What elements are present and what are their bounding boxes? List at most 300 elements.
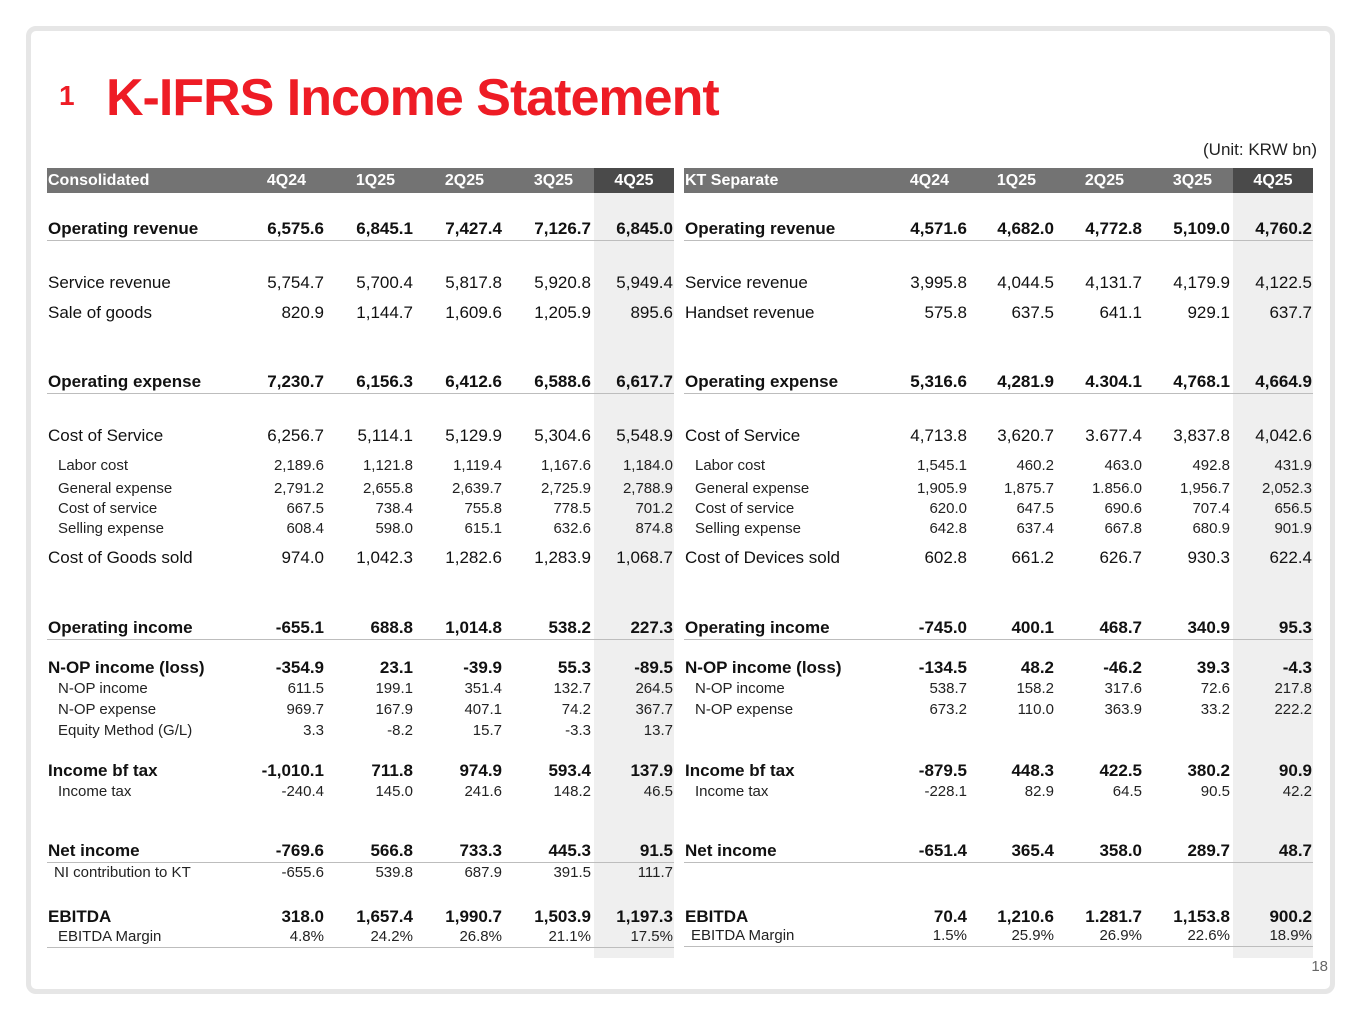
- column-header-2q25: 2Q25: [1084, 172, 1124, 189]
- cell-1q25: 4,044.5: [997, 273, 1054, 292]
- table-row: [684, 907, 1313, 928]
- table-row: [47, 219, 674, 241]
- row-label: Net income: [48, 841, 140, 860]
- cell-4q24: 5,754.7: [267, 273, 324, 292]
- cell-3q25: 538.2: [548, 618, 591, 637]
- row-label: EBITDA: [48, 907, 112, 926]
- kt-separate-table: [684, 168, 1313, 958]
- cell-4q25: 91.5: [639, 841, 673, 860]
- cell-4q24: 6,256.7: [267, 426, 324, 445]
- cell-4q25: 901.9: [1274, 520, 1312, 537]
- table-row: [684, 841, 1313, 863]
- cell-3q25: 5,109.0: [1173, 219, 1230, 238]
- cell-4q24: 7,230.7: [267, 372, 324, 391]
- cell-3q25: 778.5: [553, 500, 591, 517]
- cell-2q25: 641.1: [1099, 303, 1142, 322]
- cell-4q24: 642.8: [929, 520, 967, 537]
- cell-4q24: 974.0: [281, 548, 324, 567]
- cell-3q25: 391.5: [553, 864, 591, 881]
- cell-1q25: 2,655.8: [362, 480, 413, 497]
- cell-2q25: 733.3: [459, 841, 502, 860]
- cell-4q24: 673.2: [929, 701, 967, 718]
- table-row: [47, 907, 674, 928]
- table-row: [47, 548, 674, 569]
- cell-4q24: 667.5: [286, 500, 324, 517]
- cell-1q25: 711.8: [371, 761, 413, 780]
- cell-3q25: 492.8: [1192, 457, 1230, 474]
- table-row: [684, 480, 1313, 499]
- cell-4q24: 2,189.6: [273, 457, 324, 474]
- cell-1q25: 158.2: [1016, 680, 1054, 697]
- row-label: Cost of Goods sold: [48, 548, 193, 567]
- cell-4q25: 4,122.5: [1255, 273, 1312, 292]
- cell-4q24: 6,575.6: [267, 219, 324, 238]
- cell-2q25: 407.1: [464, 701, 502, 718]
- column-header-4q25: 4Q25: [594, 168, 674, 193]
- cell-4q24: 969.7: [286, 701, 324, 718]
- cell-3q25: 74.2: [561, 701, 591, 718]
- section-number: 1: [59, 80, 75, 111]
- cell-3q25: 929.1: [1187, 303, 1230, 322]
- row-label: Operating income: [685, 618, 830, 637]
- cell-3q25: 21.1%: [548, 928, 591, 945]
- table-row: [47, 680, 674, 699]
- table-row: [684, 219, 1313, 241]
- cell-2q25: 358.0: [1099, 841, 1142, 860]
- table-row: [47, 658, 674, 679]
- cell-4q25: 431.9: [1274, 457, 1312, 474]
- table-row: [684, 303, 1313, 324]
- cell-2q25: 468.7: [1099, 618, 1142, 637]
- cell-4q24: 602.8: [924, 548, 967, 567]
- cell-1q25: 82.9: [1024, 783, 1054, 800]
- cell-4q25: 5,949.4: [616, 273, 673, 292]
- cell-4q24: -228.1: [924, 783, 967, 800]
- cell-4q25: 13.7: [643, 722, 673, 739]
- cell-4q25: 4,042.6: [1255, 426, 1312, 445]
- cell-4q25: 42.2: [1282, 783, 1312, 800]
- cell-3q25: -3.3: [565, 722, 591, 739]
- column-header-3q25: 3Q25: [533, 172, 573, 189]
- cell-3q25: 632.6: [553, 520, 591, 537]
- cell-4q25: 227.3: [630, 618, 673, 637]
- cell-1q25: 1,042.3: [356, 548, 413, 567]
- cell-4q24: -240.4: [281, 783, 324, 800]
- cell-1q25: 5,114.1: [357, 426, 413, 445]
- cell-4q24: -769.6: [275, 841, 324, 860]
- cell-3q25: 33.2: [1200, 701, 1230, 718]
- cell-4q24: 3.3: [303, 722, 324, 739]
- cell-3q25: 132.7: [553, 680, 591, 697]
- cell-2q25: 463.0: [1104, 457, 1142, 474]
- table-header: [684, 168, 1313, 193]
- cell-2q25: 1.856.0: [1091, 480, 1142, 497]
- cell-1q25: 4,281.9: [997, 372, 1054, 391]
- cell-4q25: 895.6: [630, 303, 673, 322]
- row-label: Income tax: [58, 783, 132, 800]
- cell-4q25: 137.9: [630, 761, 673, 780]
- cell-3q25: 680.9: [1192, 520, 1230, 537]
- row-label: N-OP income: [695, 680, 785, 697]
- row-label: EBITDA Margin: [58, 928, 162, 945]
- cell-4q24: 3,995.8: [910, 273, 967, 292]
- cell-4q25: 2,788.9: [622, 480, 673, 497]
- table-row: [684, 680, 1313, 699]
- cell-1q25: 400.1: [1011, 618, 1054, 637]
- cell-2q25: 1,119.4: [453, 457, 502, 474]
- row-label: Income bf tax: [48, 761, 158, 780]
- cell-1q25: 539.8: [375, 864, 413, 881]
- column-header-4q24: 4Q24: [909, 172, 949, 189]
- cell-1q25: 661.2: [1011, 548, 1054, 567]
- table-row: [684, 426, 1313, 447]
- table-row: [47, 864, 674, 883]
- cell-1q25: 24.2%: [370, 928, 413, 945]
- cell-4q24: -134.5: [918, 658, 967, 677]
- table-row: [47, 273, 674, 294]
- cell-1q25: 4,682.0: [997, 219, 1054, 238]
- table-row: [47, 783, 674, 802]
- cell-4q25: -89.5: [634, 658, 673, 677]
- row-label: Cost of service: [695, 500, 795, 517]
- table-row: [684, 761, 1313, 782]
- row-label: N-OP income (loss): [685, 658, 842, 677]
- cell-3q25: 5,304.6: [534, 426, 591, 445]
- cell-1q25: -8.2: [387, 722, 413, 739]
- cell-4q25: 1,197.3: [616, 907, 673, 926]
- cell-1q25: 23.1: [379, 658, 413, 677]
- row-label: Net income: [685, 841, 777, 860]
- cell-2q25: 351.4: [464, 680, 502, 697]
- row-label: Labor cost: [58, 457, 129, 474]
- cell-4q25: 900.2: [1269, 907, 1312, 926]
- cell-4q25: 1,068.7: [616, 548, 673, 567]
- cell-2q25: 1,282.6: [445, 548, 502, 567]
- cell-1q25: 25.9%: [1011, 927, 1054, 944]
- table-row: [684, 701, 1313, 720]
- cell-2q25: 4,772.8: [1085, 219, 1142, 238]
- cell-2q25: 4.304.1: [1085, 372, 1142, 391]
- column-header-1q25: 1Q25: [996, 172, 1036, 189]
- cell-3q25: 55.3: [557, 658, 591, 677]
- cell-2q25: 6,412.6: [445, 372, 502, 391]
- row-label: Income tax: [695, 783, 769, 800]
- cell-2q25: 64.5: [1112, 783, 1142, 800]
- cell-4q24: 5,316.6: [910, 372, 967, 391]
- cell-3q25: 380.2: [1187, 761, 1230, 780]
- row-label: Selling expense: [695, 520, 801, 537]
- cell-4q24: 620.0: [929, 500, 967, 517]
- cell-3q25: 22.6%: [1187, 927, 1230, 944]
- column-header-4q25: 4Q25: [1233, 168, 1313, 193]
- cell-1q25: 3,620.7: [997, 426, 1054, 445]
- cell-4q25: 46.5: [643, 783, 673, 800]
- cell-1q25: 1,121.8: [362, 457, 413, 474]
- row-label: Cost of Devices sold: [685, 548, 840, 567]
- table-row: [47, 520, 674, 539]
- row-label: N-OP income: [58, 680, 148, 697]
- row-label: Service revenue: [685, 273, 808, 292]
- cell-4q24: 1,905.9: [916, 480, 967, 497]
- cell-1q25: 598.0: [375, 520, 413, 537]
- cell-2q25: 687.9: [464, 864, 502, 881]
- cell-3q25: 1,167.6: [540, 457, 591, 474]
- cell-4q24: 1,545.1: [916, 457, 967, 474]
- cell-4q25: 1,184.0: [622, 457, 673, 474]
- table-row: [684, 618, 1313, 640]
- cell-4q25: 4,760.2: [1255, 219, 1312, 238]
- cell-3q25: 3,837.8: [1173, 426, 1230, 445]
- column-header-4q24: 4Q24: [266, 172, 306, 189]
- row-label: N-OP expense: [695, 701, 794, 718]
- row-label: N-OP expense: [58, 701, 157, 718]
- cell-1q25: 6,845.1: [356, 219, 413, 238]
- cell-4q25: 6,617.7: [616, 372, 673, 391]
- cell-2q25: 5,129.9: [445, 426, 502, 445]
- cell-2q25: 974.9: [459, 761, 502, 780]
- cell-1q25: 448.3: [1011, 761, 1054, 780]
- row-label: Income bf tax: [685, 761, 795, 780]
- cell-3q25: 7,126.7: [534, 219, 591, 238]
- cell-1q25: 5,700.4: [356, 273, 413, 292]
- table-row: [47, 457, 674, 476]
- table-row: [47, 841, 674, 863]
- table-row: [684, 457, 1313, 476]
- cell-4q25: -4.3: [1282, 658, 1312, 677]
- cell-1q25: 1,875.7: [1003, 480, 1054, 497]
- cell-4q24: 608.4: [286, 520, 324, 537]
- cell-2q25: 690.6: [1104, 500, 1142, 517]
- cell-3q25: 1,503.9: [534, 907, 591, 926]
- cell-2q25: 615.1: [464, 520, 502, 537]
- cell-1q25: 647.5: [1016, 500, 1054, 517]
- cell-2q25: 422.5: [1099, 761, 1142, 780]
- cell-4q25: 701.2: [635, 500, 673, 517]
- cell-4q25: 6,845.0: [616, 219, 673, 238]
- cell-2q25: 5,817.8: [445, 273, 502, 292]
- cell-2q25: 1,609.6: [445, 303, 502, 322]
- table-row: [47, 618, 674, 640]
- cell-3q25: 1,205.9: [534, 303, 591, 322]
- table-row: [47, 701, 674, 720]
- cell-4q24: -655.1: [275, 618, 324, 637]
- cell-4q24: -651.4: [918, 841, 967, 860]
- table-title: KT Separate: [685, 172, 779, 189]
- cell-3q25: 1,153.8: [1173, 907, 1230, 926]
- cell-4q24: 70.4: [933, 907, 967, 926]
- table-row: [47, 722, 674, 741]
- row-label: Cost of service: [58, 500, 158, 517]
- cell-4q25: 18.9%: [1269, 927, 1312, 944]
- cell-4q24: 2,791.2: [273, 480, 324, 497]
- table-row: [47, 372, 674, 394]
- cell-4q25: 5,548.9: [616, 426, 673, 445]
- cell-2q25: 626.7: [1099, 548, 1142, 567]
- row-label: Service revenue: [48, 273, 171, 292]
- unit-note: (Unit: KRW bn): [1203, 140, 1317, 159]
- cell-1q25: 637.4: [1016, 520, 1054, 537]
- cell-4q25: 264.5: [635, 680, 673, 697]
- row-label: EBITDA Margin: [691, 927, 795, 944]
- cell-1q25: 688.8: [370, 618, 413, 637]
- table-row: [47, 480, 674, 499]
- table-row: [47, 928, 674, 948]
- cell-3q25: 4,179.9: [1173, 273, 1230, 292]
- cell-2q25: 241.6: [464, 783, 502, 800]
- row-label: General expense: [58, 480, 173, 497]
- table-row: [684, 500, 1313, 519]
- cell-4q24: -655.6: [281, 864, 324, 881]
- cell-4q25: 4,664.9: [1255, 372, 1312, 391]
- row-label: General expense: [695, 480, 810, 497]
- row-label: Cost of Service: [48, 426, 164, 445]
- cell-2q25: 317.6: [1104, 680, 1142, 697]
- column-header-3q25: 3Q25: [1172, 172, 1212, 189]
- cell-4q25: 637.7: [1269, 303, 1312, 322]
- cell-4q24: 4.8%: [289, 928, 324, 945]
- row-label: Handset revenue: [685, 303, 815, 322]
- cell-3q25: 5,920.8: [534, 273, 591, 292]
- row-label: Operating revenue: [48, 219, 199, 238]
- cell-3q25: 707.4: [1192, 500, 1230, 517]
- page-title: K-IFRS Income Statement: [106, 69, 719, 127]
- cell-2q25: 4,131.7: [1085, 273, 1142, 292]
- consolidated-table: [47, 168, 674, 958]
- cell-4q25: 48.7: [1278, 841, 1312, 860]
- cell-2q25: 1,014.8: [445, 618, 502, 637]
- table-title: Consolidated: [48, 172, 150, 189]
- cell-3q25: 39.3: [1196, 658, 1230, 677]
- cell-3q25: 340.9: [1187, 618, 1230, 637]
- table-row: [684, 658, 1313, 679]
- cell-4q24: 820.9: [281, 303, 324, 322]
- row-label: Sale of goods: [48, 303, 152, 322]
- table-row: [684, 520, 1313, 539]
- row-label: Operating expense: [48, 372, 202, 391]
- cell-2q25: 2,639.7: [451, 480, 502, 497]
- cell-4q24: 4,571.6: [910, 219, 967, 238]
- table-row: [47, 426, 674, 447]
- row-label: N-OP income (loss): [48, 658, 205, 677]
- row-label: NI contribution to KT: [54, 864, 191, 881]
- cell-4q25: 622.4: [1269, 548, 1312, 567]
- row-label: Operating expense: [685, 372, 839, 391]
- cell-2q25: -39.9: [463, 658, 502, 677]
- table-row: [684, 927, 1313, 947]
- cell-4q24: -354.9: [275, 658, 324, 677]
- cell-2q25: 363.9: [1104, 701, 1142, 718]
- cell-4q25: 111.7: [637, 864, 673, 881]
- row-label: Selling expense: [58, 520, 164, 537]
- cell-4q25: 2,052.3: [1261, 480, 1312, 497]
- cell-2q25: 1.281.7: [1085, 907, 1142, 926]
- cell-3q25: 72.6: [1200, 680, 1230, 697]
- cell-2q25: 26.9%: [1099, 927, 1142, 944]
- cell-2q25: -46.2: [1103, 658, 1142, 677]
- cell-4q25: 217.8: [1274, 680, 1312, 697]
- cell-1q25: 637.5: [1011, 303, 1054, 322]
- cell-3q25: 593.4: [548, 761, 591, 780]
- cell-1q25: 738.4: [375, 500, 413, 517]
- cell-4q25: 90.9: [1278, 761, 1312, 780]
- cell-4q25: 222.2: [1274, 701, 1312, 718]
- row-label: Cost of Service: [685, 426, 801, 445]
- table-row: [684, 372, 1313, 394]
- cell-3q25: 930.3: [1187, 548, 1230, 567]
- cell-1q25: 145.0: [375, 783, 413, 800]
- table-row: [684, 783, 1313, 802]
- cell-1q25: 199.1: [375, 680, 413, 697]
- cell-3q25: 2,725.9: [540, 480, 591, 497]
- cell-4q24: 575.8: [924, 303, 967, 322]
- cell-1q25: 110.0: [1017, 701, 1054, 718]
- table-row: [47, 761, 674, 782]
- row-label: EBITDA: [685, 907, 749, 926]
- cell-4q24: 1.5%: [932, 927, 967, 944]
- cell-3q25: 1,283.9: [534, 548, 591, 567]
- column-header-1q25: 1Q25: [355, 172, 395, 189]
- cell-3q25: 6,588.6: [534, 372, 591, 391]
- cell-1q25: 1,210.6: [997, 907, 1054, 926]
- cell-4q25: 17.5%: [630, 928, 673, 945]
- cell-3q25: 4,768.1: [1173, 372, 1230, 391]
- cell-4q24: 318.0: [281, 907, 324, 926]
- cell-2q25: 1,990.7: [445, 907, 502, 926]
- cell-3q25: 148.2: [553, 783, 591, 800]
- cell-4q24: -879.5: [918, 761, 967, 780]
- cell-1q25: 6,156.3: [356, 372, 413, 391]
- row-label: Operating income: [48, 618, 193, 637]
- cell-3q25: 1,956.7: [1179, 480, 1230, 497]
- table-row: [684, 548, 1313, 569]
- cell-2q25: 755.8: [464, 500, 502, 517]
- cell-2q25: 26.8%: [459, 928, 502, 945]
- cell-3q25: 445.3: [548, 841, 591, 860]
- cell-4q24: -745.0: [918, 618, 967, 637]
- cell-1q25: 365.4: [1011, 841, 1054, 860]
- cell-3q25: 289.7: [1187, 841, 1230, 860]
- cell-1q25: 460.2: [1016, 457, 1054, 474]
- row-label: Labor cost: [695, 457, 766, 474]
- column-header-2q25: 2Q25: [444, 172, 484, 189]
- cell-2q25: 7,427.4: [445, 219, 502, 238]
- cell-4q25: 656.5: [1274, 500, 1312, 517]
- cell-1q25: 167.9: [375, 701, 413, 718]
- cell-4q25: 95.3: [1278, 618, 1312, 637]
- cell-3q25: 90.5: [1200, 783, 1230, 800]
- cell-4q24: 538.7: [929, 680, 967, 697]
- cell-4q24: 611.5: [287, 680, 324, 697]
- table-row: [47, 303, 674, 324]
- table-row: [684, 273, 1313, 294]
- cell-2q25: 667.8: [1104, 520, 1142, 537]
- cell-1q25: 566.8: [370, 841, 413, 860]
- cell-2q25: 3.677.4: [1085, 426, 1142, 445]
- cell-4q25: 367.7: [635, 701, 673, 718]
- cell-1q25: 1,657.4: [356, 907, 413, 926]
- cell-1q25: 1,144.7: [356, 303, 413, 322]
- row-label: Operating revenue: [685, 219, 836, 238]
- cell-1q25: 48.2: [1020, 658, 1054, 677]
- table-header: [47, 168, 674, 193]
- cell-4q24: 4,713.8: [910, 426, 967, 445]
- page-number: 18: [1311, 958, 1328, 975]
- table-row: [47, 500, 674, 519]
- cell-4q25: 874.8: [635, 520, 673, 537]
- row-label: Equity Method (G/L): [58, 722, 193, 739]
- cell-4q24: -1,010.1: [261, 761, 324, 780]
- cell-2q25: 15.7: [472, 722, 502, 739]
